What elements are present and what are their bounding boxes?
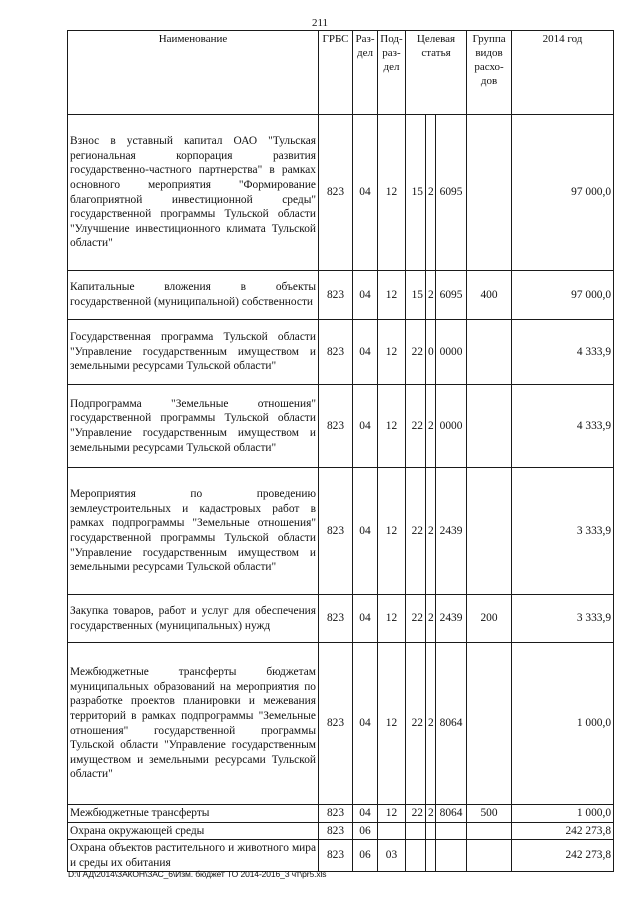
row-name: Межбюджетные трансферты <box>68 805 319 823</box>
header-year-2014: 2014 год <box>512 31 614 115</box>
row-grbs: 823 <box>319 643 353 805</box>
row-target-direction: 2439 <box>436 468 467 595</box>
row-target-program: 22 <box>406 320 426 385</box>
row-grbs: 823 <box>319 271 353 320</box>
row-target-direction: 8064 <box>436 643 467 805</box>
row-target-direction <box>436 840 467 872</box>
row-expense-group: 500 <box>467 805 512 823</box>
row-target-program: 22 <box>406 643 426 805</box>
row-amount: 242 273,8 <box>512 840 614 872</box>
row-podrazdel: 12 <box>378 385 406 468</box>
row-grbs: 823 <box>319 320 353 385</box>
row-target-subprogram: 2 <box>426 271 436 320</box>
row-target-subprogram: 2 <box>426 115 436 271</box>
row-expense-group <box>467 468 512 595</box>
table-row <box>68 840 614 872</box>
row-target-program <box>406 822 426 840</box>
header-expense-group: Группа видов расхо- дов <box>467 31 512 115</box>
row-target-direction: 6095 <box>436 115 467 271</box>
row-grbs: 823 <box>319 840 353 872</box>
header-podrazdel: Под- раз- дел <box>378 31 406 115</box>
row-name: Подпрограмма "Земельные отношения" государственной программы Тульской области "Управление государственным имуществом и земельными ресурсами Тульской области" <box>68 385 319 468</box>
row-amount: 242 273,8 <box>512 822 614 840</box>
row-name: Охрана окружающей среды <box>68 822 319 840</box>
table-row <box>68 822 614 840</box>
header-grbs: ГРБС <box>319 31 353 115</box>
row-target-subprogram: 2 <box>426 468 436 595</box>
row-razdel: 04 <box>353 320 378 385</box>
row-amount: 1 000,0 <box>512 805 614 823</box>
row-name: Межбюджетные трансферты бюджетам муниципальных образований на мероприятия по разработке проектов планировки и межевания территорий в рамках подпрограммы "Земельные отношения" государственной программы Тульской области "Управление государственным имуществом и земельными ресурсами Тульской области" <box>68 643 319 805</box>
row-grbs: 823 <box>319 595 353 643</box>
row-razdel: 04 <box>353 271 378 320</box>
row-razdel: 04 <box>353 468 378 595</box>
page-number: 211 <box>311 17 329 29</box>
row-podrazdel: 12 <box>378 115 406 271</box>
row-podrazdel: 12 <box>378 643 406 805</box>
file-path-footer: D:\ГАД\2014\ЗАКОН\ЗАС_6\Изм. бюджет ТО 2014-2016_3 чт\pr5.xls <box>68 869 327 879</box>
row-target-direction: 0000 <box>436 320 467 385</box>
table-row <box>68 595 614 643</box>
row-expense-group <box>467 822 512 840</box>
row-name: Охрана объектов растительного и животного мира и среды их обитания <box>68 840 319 872</box>
row-razdel: 04 <box>353 595 378 643</box>
row-target-direction: 0000 <box>436 385 467 468</box>
row-podrazdel: 12 <box>378 468 406 595</box>
row-target-program: 22 <box>406 468 426 595</box>
header-name: Наименование <box>68 31 319 115</box>
row-razdel: 06 <box>353 840 378 872</box>
table-row <box>68 320 614 385</box>
row-target-program: 15 <box>406 271 426 320</box>
row-grbs: 823 <box>319 805 353 823</box>
row-target-subprogram <box>426 840 436 872</box>
row-razdel: 04 <box>353 643 378 805</box>
row-amount: 1 000,0 <box>512 643 614 805</box>
row-target-subprogram: 0 <box>426 320 436 385</box>
row-amount: 4 333,9 <box>512 320 614 385</box>
row-podrazdel <box>378 822 406 840</box>
row-grbs: 823 <box>319 115 353 271</box>
row-amount: 4 333,9 <box>512 385 614 468</box>
row-amount: 3 333,9 <box>512 595 614 643</box>
row-grbs: 823 <box>319 468 353 595</box>
table-row <box>68 643 614 805</box>
row-amount: 97 000,0 <box>512 115 614 271</box>
row-grbs: 823 <box>319 822 353 840</box>
row-target-direction <box>436 822 467 840</box>
row-podrazdel: 12 <box>378 805 406 823</box>
row-podrazdel: 12 <box>378 320 406 385</box>
row-target-program <box>406 840 426 872</box>
row-name: Государственная программа Тульской области "Управление государственным имуществом и земельными ресурсами Тульской области" <box>68 320 319 385</box>
row-podrazdel: 12 <box>378 595 406 643</box>
header-razdel: Раз- дел <box>353 31 378 115</box>
row-target-subprogram: 2 <box>426 643 436 805</box>
row-expense-group <box>467 115 512 271</box>
row-target-program: 22 <box>406 595 426 643</box>
row-name: Мероприятия по проведению землеустроительных и кадастровых работ в рамках подпрограммы "Земельные отношения" государственной программы Тульской области "Управление государственным имуществом и земельными ресурсами Тульской области" <box>68 468 319 595</box>
row-amount: 3 333,9 <box>512 468 614 595</box>
header-target-article: Целевая статья <box>406 31 467 115</box>
row-razdel: 04 <box>353 115 378 271</box>
table-row <box>68 468 614 595</box>
table-row <box>68 805 614 823</box>
row-expense-group <box>467 320 512 385</box>
row-target-subprogram <box>426 822 436 840</box>
budget-table <box>67 30 614 872</box>
row-target-subprogram: 2 <box>426 595 436 643</box>
row-target-direction: 2439 <box>436 595 467 643</box>
row-razdel: 04 <box>353 805 378 823</box>
row-target-direction: 6095 <box>436 271 467 320</box>
row-grbs: 823 <box>319 385 353 468</box>
row-amount: 97 000,0 <box>512 271 614 320</box>
row-target-program: 15 <box>406 115 426 271</box>
row-name: Закупка товаров, работ и услуг для обеспечения государственных (муниципальных) нужд <box>68 595 319 643</box>
header-row <box>68 31 614 115</box>
row-target-subprogram: 2 <box>426 805 436 823</box>
row-expense-group <box>467 385 512 468</box>
row-podrazdel: 03 <box>378 840 406 872</box>
row-razdel: 06 <box>353 822 378 840</box>
table-row <box>68 385 614 468</box>
row-name: Капитальные вложения в объекты государственной (муниципальной) собственности <box>68 271 319 320</box>
row-expense-group <box>467 643 512 805</box>
row-target-program: 22 <box>406 385 426 468</box>
row-target-program: 22 <box>406 805 426 823</box>
row-expense-group: 400 <box>467 271 512 320</box>
table-row <box>68 115 614 271</box>
row-target-subprogram: 2 <box>426 385 436 468</box>
table-row <box>68 271 614 320</box>
row-podrazdel: 12 <box>378 271 406 320</box>
row-expense-group: 200 <box>467 595 512 643</box>
row-expense-group <box>467 840 512 872</box>
row-target-direction: 8064 <box>436 805 467 823</box>
row-razdel: 04 <box>353 385 378 468</box>
row-name: Взнос в уставный капитал ОАО "Тульская региональная корпорация развития государственно-частного партнерства" в рамках основного мероприятия "Формирование благоприятной инвестиционной среды" государственной программы Тульской области "Улучшение инвестиционного климата Тульской области" <box>68 115 319 271</box>
